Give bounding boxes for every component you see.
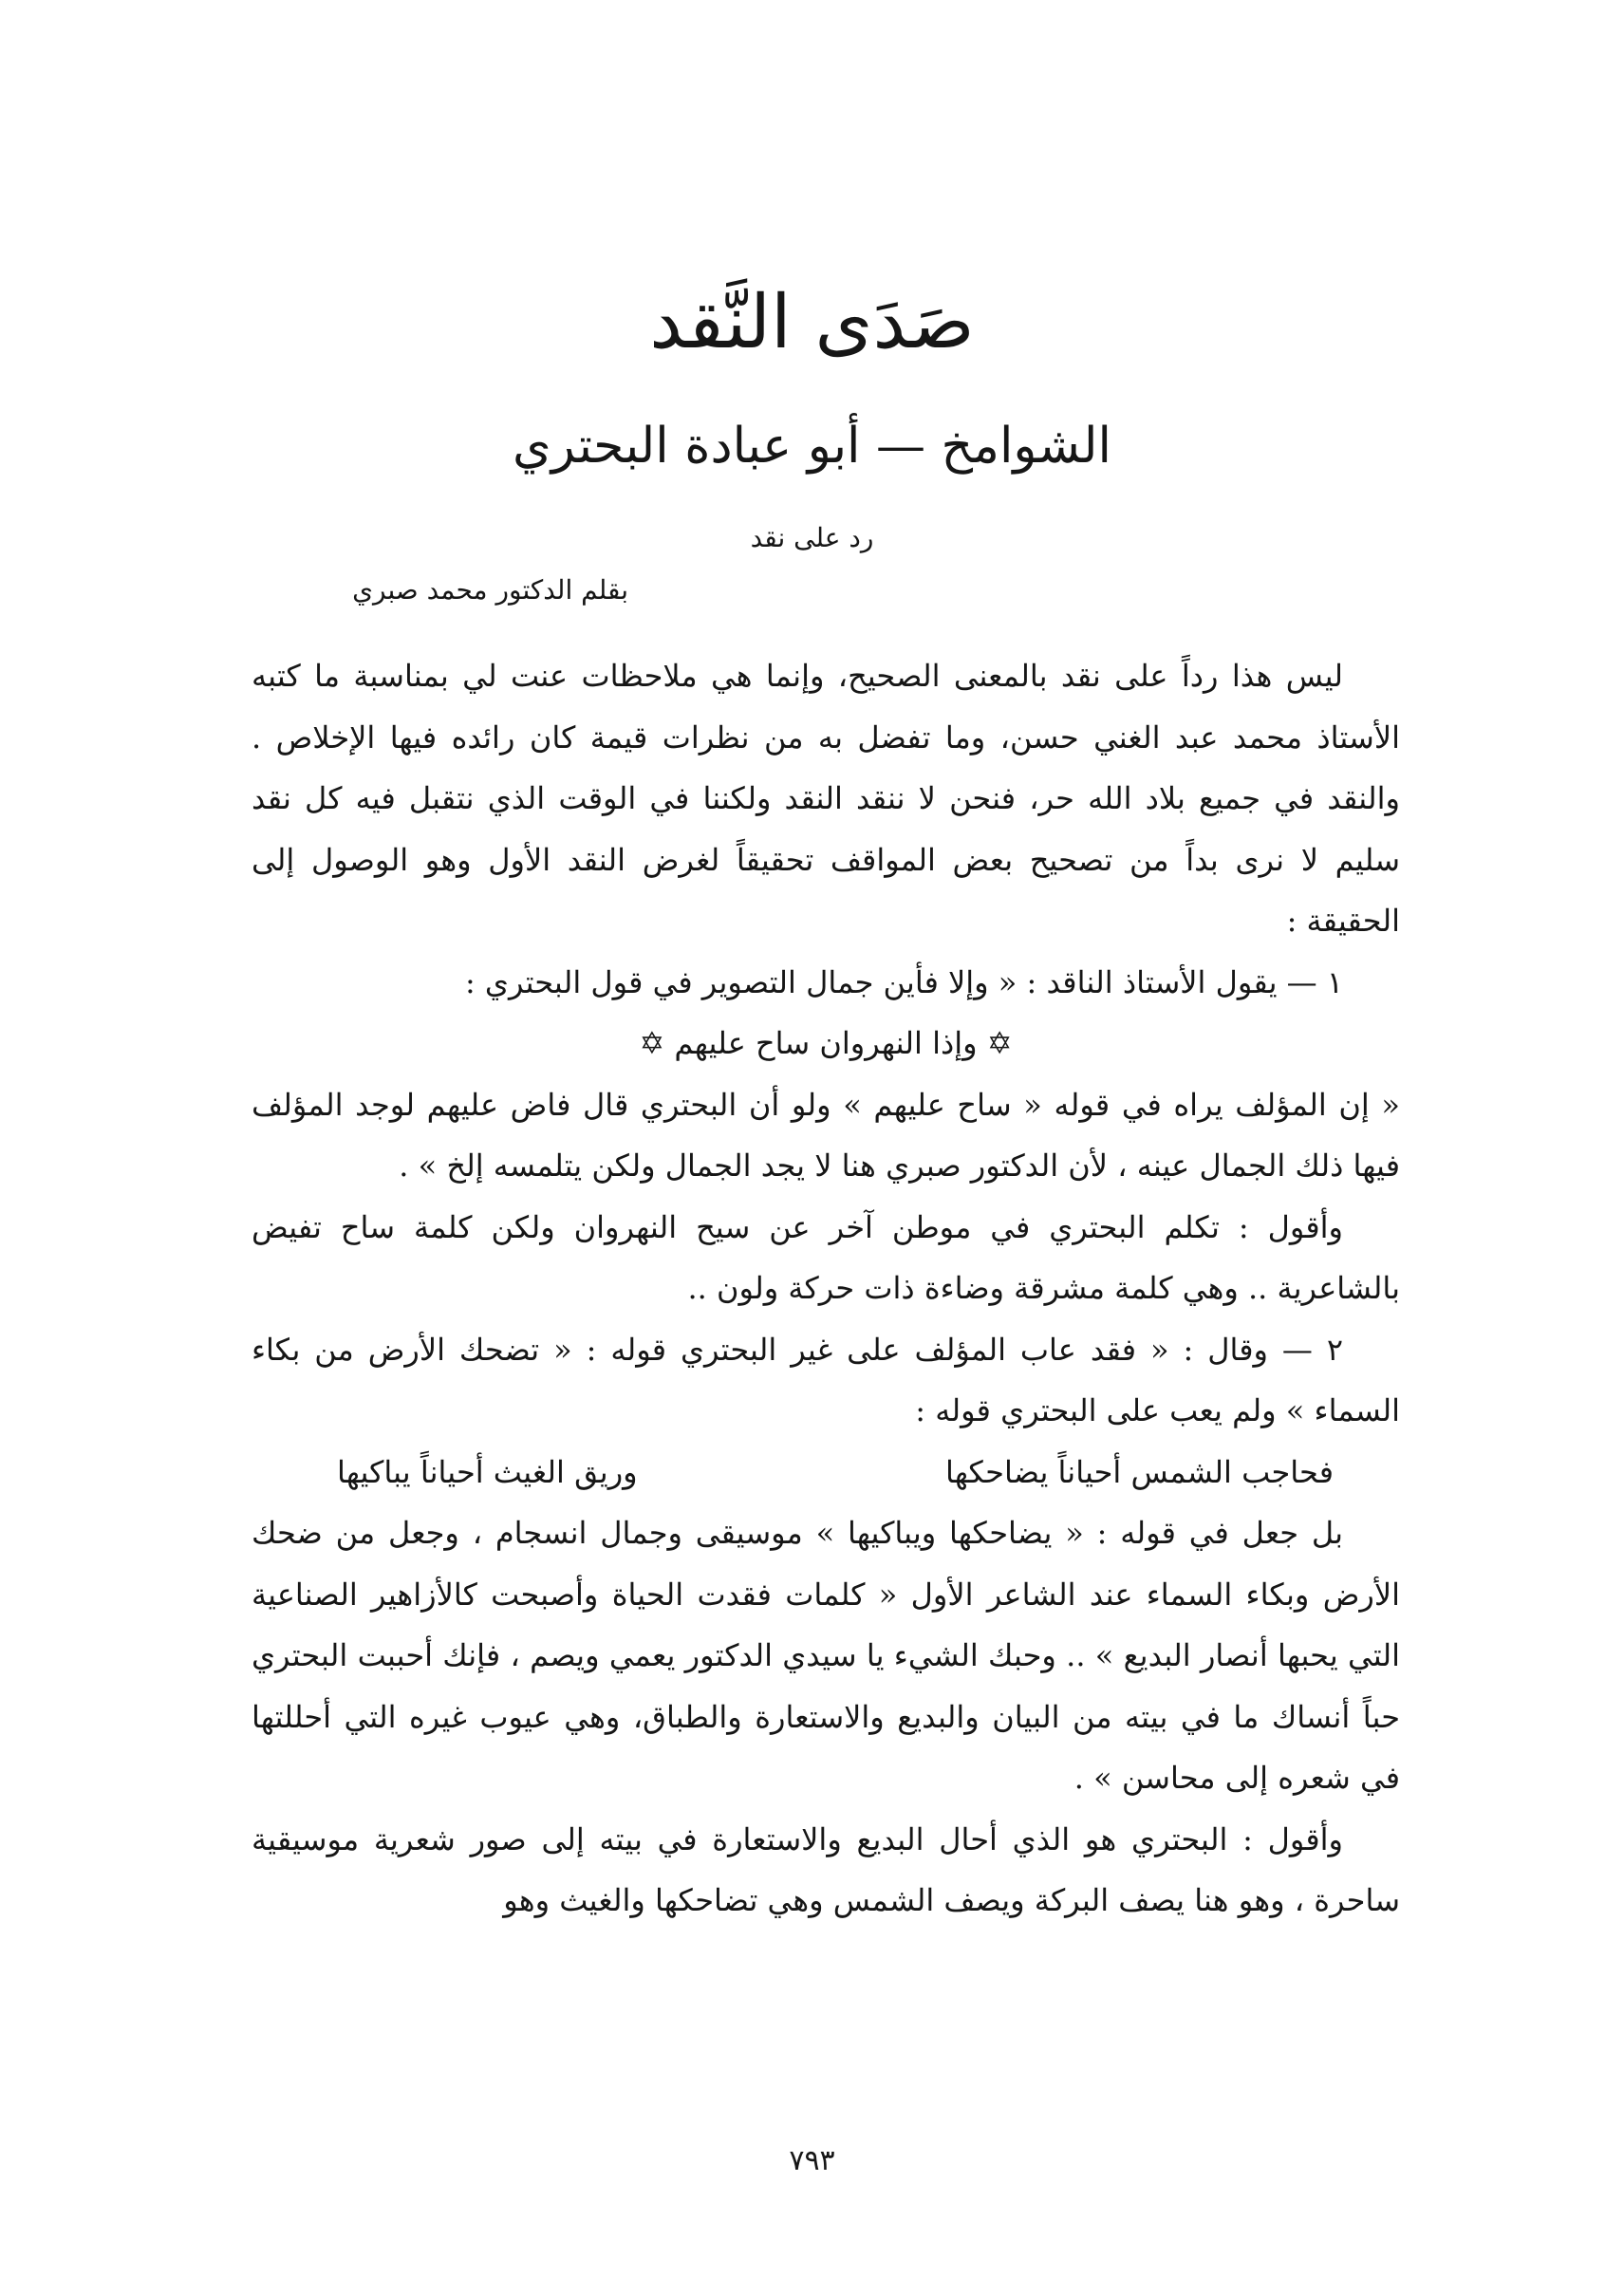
author-byline: بقلم الدكتور محمد صبري	[352, 574, 628, 606]
verse-hemistich-right: فحاجب الشمس أحياناً يضاحكها	[945, 1453, 1334, 1490]
paragraph-point-1: ١ — يقول الأستاذ الناقد : « وإلا فأين جمال التصوير في قول البحتري :	[464, 963, 1343, 1000]
paragraph-intro: ليس هذا رداً على نقد بالمعنى الصحيح، وإنما هي ملاحظات عنت لي بمناسبة ما كتبه الأستاذ محمد عبد الغني حسن، وما تفضل به من نظرات قيمة كان رائده فيها الإخلاص . والنقد في جميع بلاد الله حر، فنحن لا ننقد النقد ولكننا في الوقت الذي نتقبل فيه كل نقد سليم لا نرى بداً من تصحيح بعض المواقف تحقيقاً لغرض النقد الأول وهو الوصول إلى الحقيقة :	[252, 658, 1401, 939]
page-number: ٧٩٣	[789, 2144, 835, 2177]
paragraph-reply-1: وأقول : تكلم البحتري في موطن آخر عن سيح النهروان ولكن كلمة ساح تفيض بالشاعرية .. وهي كلمة مشرقة وضاءة ذات حركة ولون ..	[252, 1208, 1400, 1306]
reply-label: رد على نقد	[750, 522, 874, 553]
paragraph-quote-1: « إن المؤلف يراه في قوله « ساح عليهم » ولو أن البحتري قال فاض عليهم لوجد المؤلف فيها ذلك الجمال عينه ، لأن الدكتور صبري هنا لا يجد الجمال ولكن يتلمسه إلخ » .	[252, 1086, 1400, 1184]
verse-couplet	[252, 1442, 1400, 1503]
paragraph-reply-2: وأقول : البحتري هو الذي أحال البديع والاستعارة في بيته إلى صور شعرية موسيقية ساحرة ، وهو هنا يصف البركة ويصف الشمس وهي تضاحكها والغيث وهو	[252, 1820, 1400, 1918]
paragraph-quote-2: بل جعل في قوله : « يضاحكها ويباكيها » موسيقى وجمال انسجام ، وجعل من ضحك الأرض وبكاء السماء عند الشاعر الأول « كلمات فقدت الحياة وأصبحت كالأزاهير الصناعية التي يحبها أنصار البديع » .. وحبك الشيء يا سيدي الدكتور يعمي ويصم ، فإنك أحببت البحتري حباً أنساك ما في بيته من البيان والبديع والاستعارة والطباق، وهي عيوب غيره التي أحللتها في شعره إلى محاسن » .	[252, 1515, 1400, 1796]
article-subtitle: الشوامخ — أبو عبادة البحتري	[513, 418, 1111, 475]
verse-hemistich-left: وريق الغيث أحياناً يباكيها	[337, 1453, 638, 1490]
article-body	[252, 645, 1400, 1931]
paragraph-point-2: ٢ — وقال : « فقد عاب المؤلف على غير البحتري قوله : « تضحك الأرض من بكاء السماء » ولم يعب على البحتري قوله :	[252, 1331, 1400, 1428]
verse-line-nahrawan: ✡ وإذا النهروان ساح عليهم ✡	[639, 1025, 1013, 1061]
journal-section-title: صَدَى النَّقد	[649, 280, 975, 365]
